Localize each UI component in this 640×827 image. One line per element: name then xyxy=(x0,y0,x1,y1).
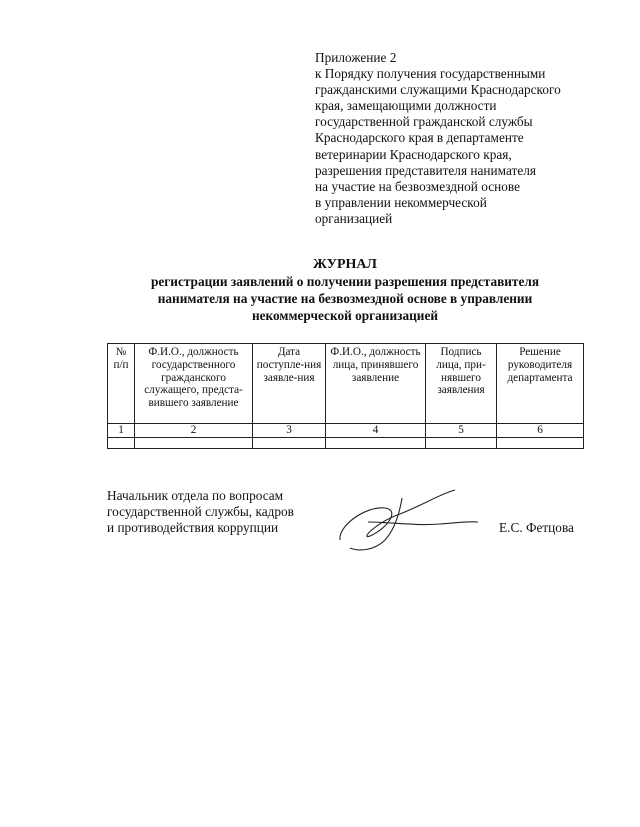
header-cell-decision: Решение руководителя департамента xyxy=(497,344,584,424)
appendix-line: Краснодарского края в департаменте xyxy=(315,130,524,146)
signer-position-line: и противодействия коррупции xyxy=(107,520,279,535)
signer-position-line: Начальник отдела по вопросам xyxy=(107,488,284,503)
table-row xyxy=(108,424,584,438)
header-cell-number: № п/п xyxy=(108,344,135,424)
column-number-cell: 5 xyxy=(426,424,497,438)
empty-cell xyxy=(497,437,584,448)
appendix-line: организацией xyxy=(315,210,393,226)
appendix-line: в управлении некоммерческой xyxy=(315,194,487,210)
appendix-line: государственной гражданской службы xyxy=(315,114,533,130)
document-subtitle-line: нанимателя на участие на безвозмездной основе в управлении xyxy=(157,291,533,306)
document-title: ЖУРНАЛ xyxy=(313,257,377,272)
document-subtitle-line: некоммерческой организацией xyxy=(251,308,439,323)
appendix-line: к Порядку получения государственными xyxy=(315,66,546,82)
appendix-note xyxy=(315,50,583,227)
appendix-line: на участие на безвозмездной основе xyxy=(315,178,520,194)
appendix-line: гражданскими служащими Краснодарского xyxy=(315,82,561,98)
empty-cell xyxy=(326,437,426,448)
signer-position-line: государственной службы, кадров xyxy=(107,504,294,519)
empty-cell xyxy=(253,437,326,448)
appendix-line: разрешения представителя нанимателя xyxy=(315,162,536,178)
header-cell-date: Дата поступле-ния заявле-ния xyxy=(253,344,326,424)
appendix-line: края, замещающими должности xyxy=(315,98,497,114)
column-number-cell: 4 xyxy=(326,424,426,438)
header-cell-employee: Ф.И.О., должность государственного гражданского служащего, предста-вившего заявление xyxy=(135,344,253,424)
column-number-cell: 1 xyxy=(108,424,135,438)
empty-cell xyxy=(426,437,497,448)
column-number-cell: 6 xyxy=(497,424,584,438)
empty-cell xyxy=(108,437,135,448)
appendix-line: ветеринарии Краснодарского края, xyxy=(315,146,512,162)
document-subtitle-line: регистрации заявлений о получении разрешения представителя xyxy=(150,274,540,289)
signer-position xyxy=(107,488,327,536)
signer-name: Е.С. Фетцова xyxy=(499,520,574,535)
header-cell-signature: Подпись лица, при-нявшего заявления xyxy=(426,344,497,424)
column-number-cell: 2 xyxy=(135,424,253,438)
journal-table xyxy=(107,343,584,449)
header-cell-receiver: Ф.И.О., должность лица, принявшего заявление xyxy=(326,344,426,424)
column-number-cell: 3 xyxy=(253,424,326,438)
table-row xyxy=(108,437,584,448)
empty-cell xyxy=(135,437,253,448)
appendix-title: Приложение 2 xyxy=(315,50,397,65)
table-header-row xyxy=(108,344,584,424)
document-title-block xyxy=(110,256,580,324)
handwritten-signature xyxy=(330,488,480,558)
